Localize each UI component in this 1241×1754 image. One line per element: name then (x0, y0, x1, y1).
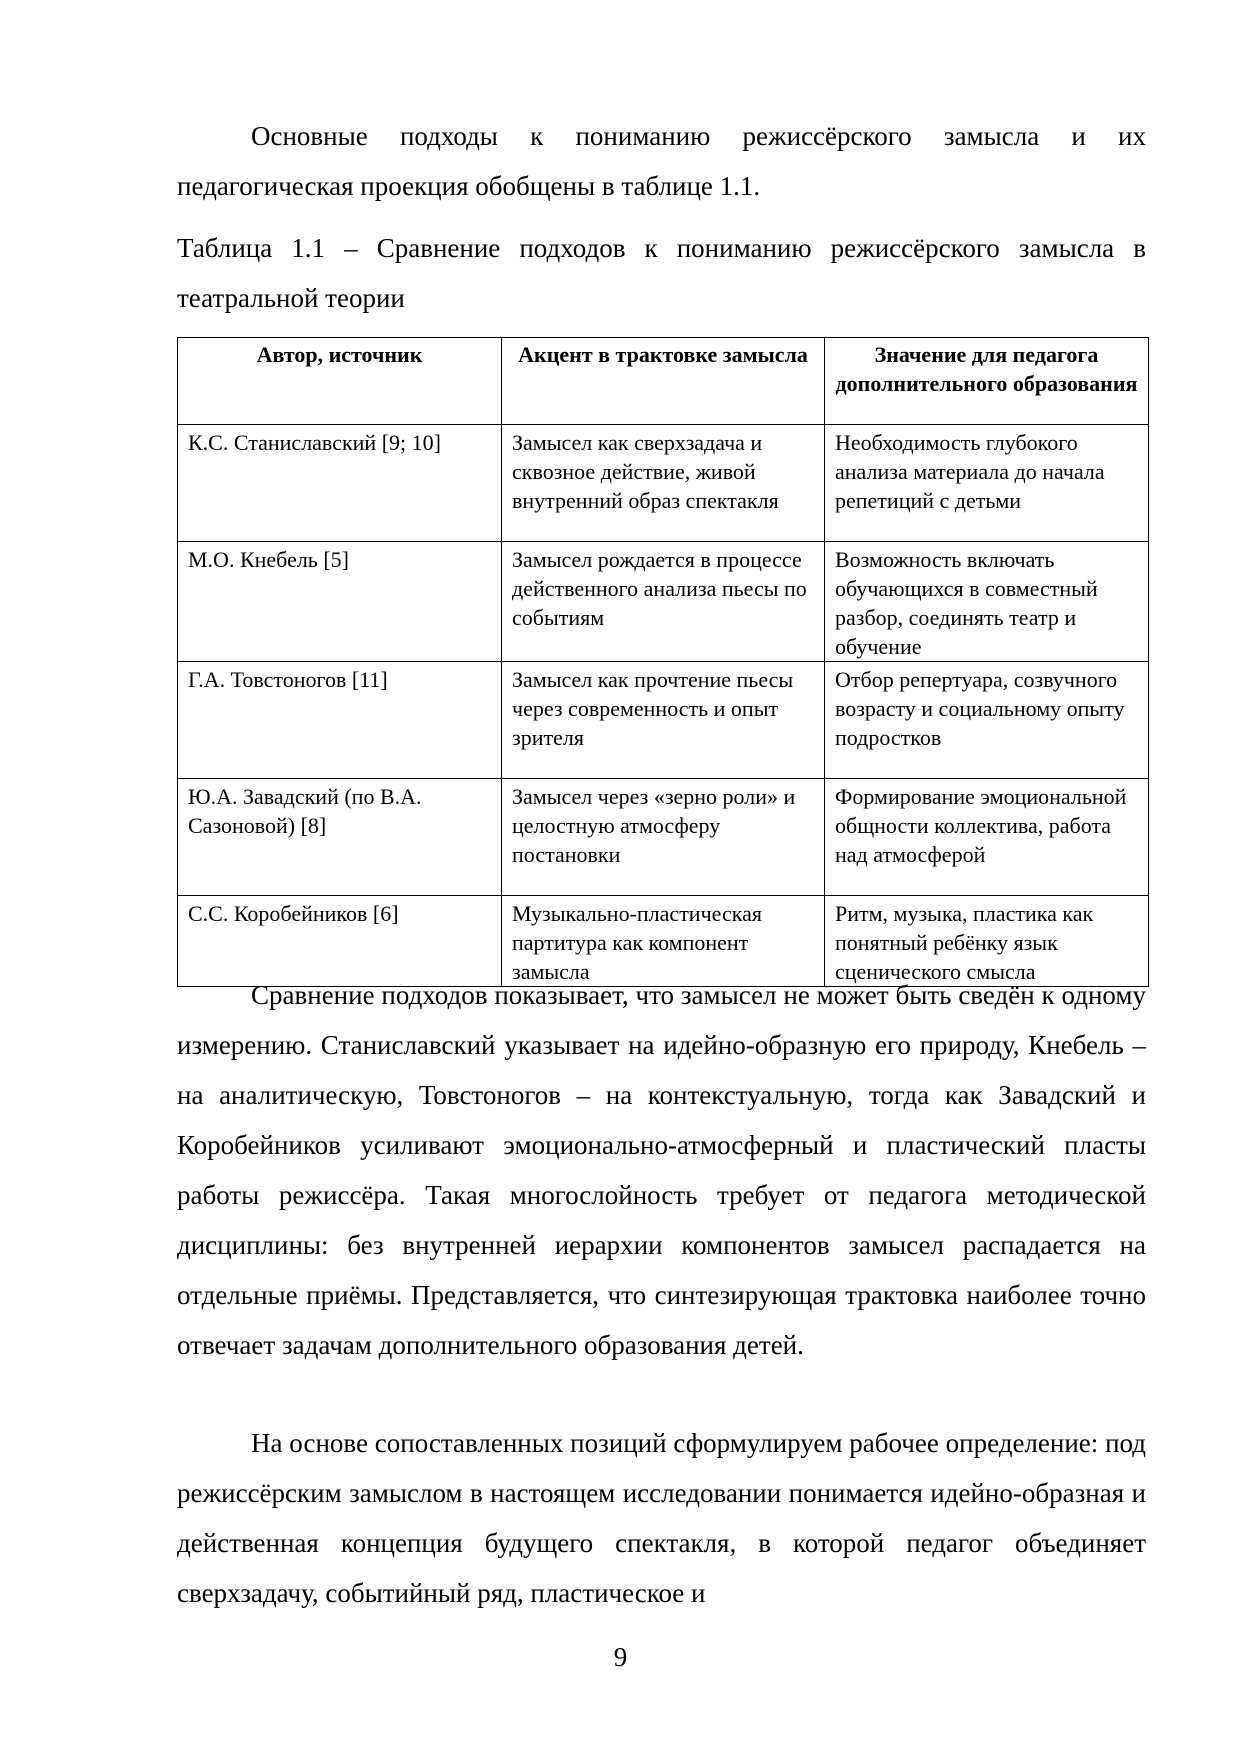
table-cell-accent: Замысел как прочтение пьесы через современность и опыт зрителя (502, 662, 825, 779)
table-row (178, 425, 1149, 542)
table-cell-accent: Замысел как сверхзадача и сквозное действие, живой внутренний образ спектакля (502, 425, 825, 542)
table-row (178, 542, 1149, 662)
table-cell-significance: Отбор репертуара, созвучного возрасту и социальному опыту подростков (825, 662, 1149, 779)
header-accent: Акцент в трактовке замысла (502, 338, 825, 425)
comparison-table (177, 337, 1149, 987)
table-cell-accent: Замысел рождается в процессе действенного анализа пьесы по событиям (502, 542, 825, 662)
table-cell-significance: Возможность включать обучающихся в совместный разбор, соединять театр и обучение (825, 542, 1149, 662)
table-cell-author: Ю.А. Завадский (по В.А. Сазоновой) [8] (178, 779, 502, 896)
table-caption-text: Таблица 1.1 – Сравнение подходов к пониманию режиссёрского замысла в театральной теории (177, 233, 1146, 313)
table-cell-accent: Замысел через «зерно роли» и целостную атмосферу постановки (502, 779, 825, 896)
table-cell-accent: Музыкально-пластическая партитура как компонент замысла (502, 896, 825, 987)
header-author: Автор, источник (178, 338, 502, 425)
table-cell-author: М.О. Кнебель [5] (178, 542, 502, 662)
table-caption (177, 223, 1146, 323)
table-cell-author: С.С. Коробейников [6] (178, 896, 502, 987)
table-row (178, 779, 1149, 896)
table-header-row (178, 338, 1149, 425)
intro-paragraph (177, 111, 1146, 211)
table-cell-significance: Ритм, музыка, пластика как понятный ребёнку язык сценического смысла (825, 896, 1149, 987)
table-row (178, 662, 1149, 779)
table-cell-significance: Формирование эмоциональной общности коллектива, работа над атмосферой (825, 779, 1149, 896)
body-text: Сравнение подходов показывает, что замысел не может быть сведён к одному измерению. Станиславский указывает на идейно-образную его природу, Кнебель – на аналитическую, Товстоногов – на контекстуальную, тогда как Завадский и Коробейников усиливают эмоционально-атмосферный и пластический пласты работы режиссёра. Такая многослойность требует от педагога методической дисциплины: без внутренней иерархии компонентов замысел распадается на отдельные приёмы. Представляется, что синтезирующая трактовка наиболее точно отвечает задачам дополнительного образования детей. (177, 980, 1146, 1360)
header-significance: Значение для педагога дополнительного образования (825, 338, 1149, 425)
table-cell-author: К.С. Станиславский [9; 10] (178, 425, 502, 542)
table-cell-significance: Необходимость глубокого анализа материала до начала репетиций с детьми (825, 425, 1149, 542)
body-text: На основе сопоставленных позиций сформулируем рабочее определение: под режиссёрским замыслом в настоящем исследовании понимается идейно-образная и действенная концепция будущего спектакля, в которой педагог объединяет сверхзадачу, событийный ряд, пластическое и (177, 1428, 1146, 1608)
page-number: 9 (613, 1642, 628, 1672)
body-paragraph-comparison (177, 970, 1146, 1370)
body-paragraph-definition (177, 1418, 1146, 1618)
intro-text: Основные подходы к пониманию режиссёрского замысла и их педагогическая проекция обобщены в таблице 1.1. (177, 121, 1146, 201)
table-cell-author: Г.А. Товстоногов [11] (178, 662, 502, 779)
